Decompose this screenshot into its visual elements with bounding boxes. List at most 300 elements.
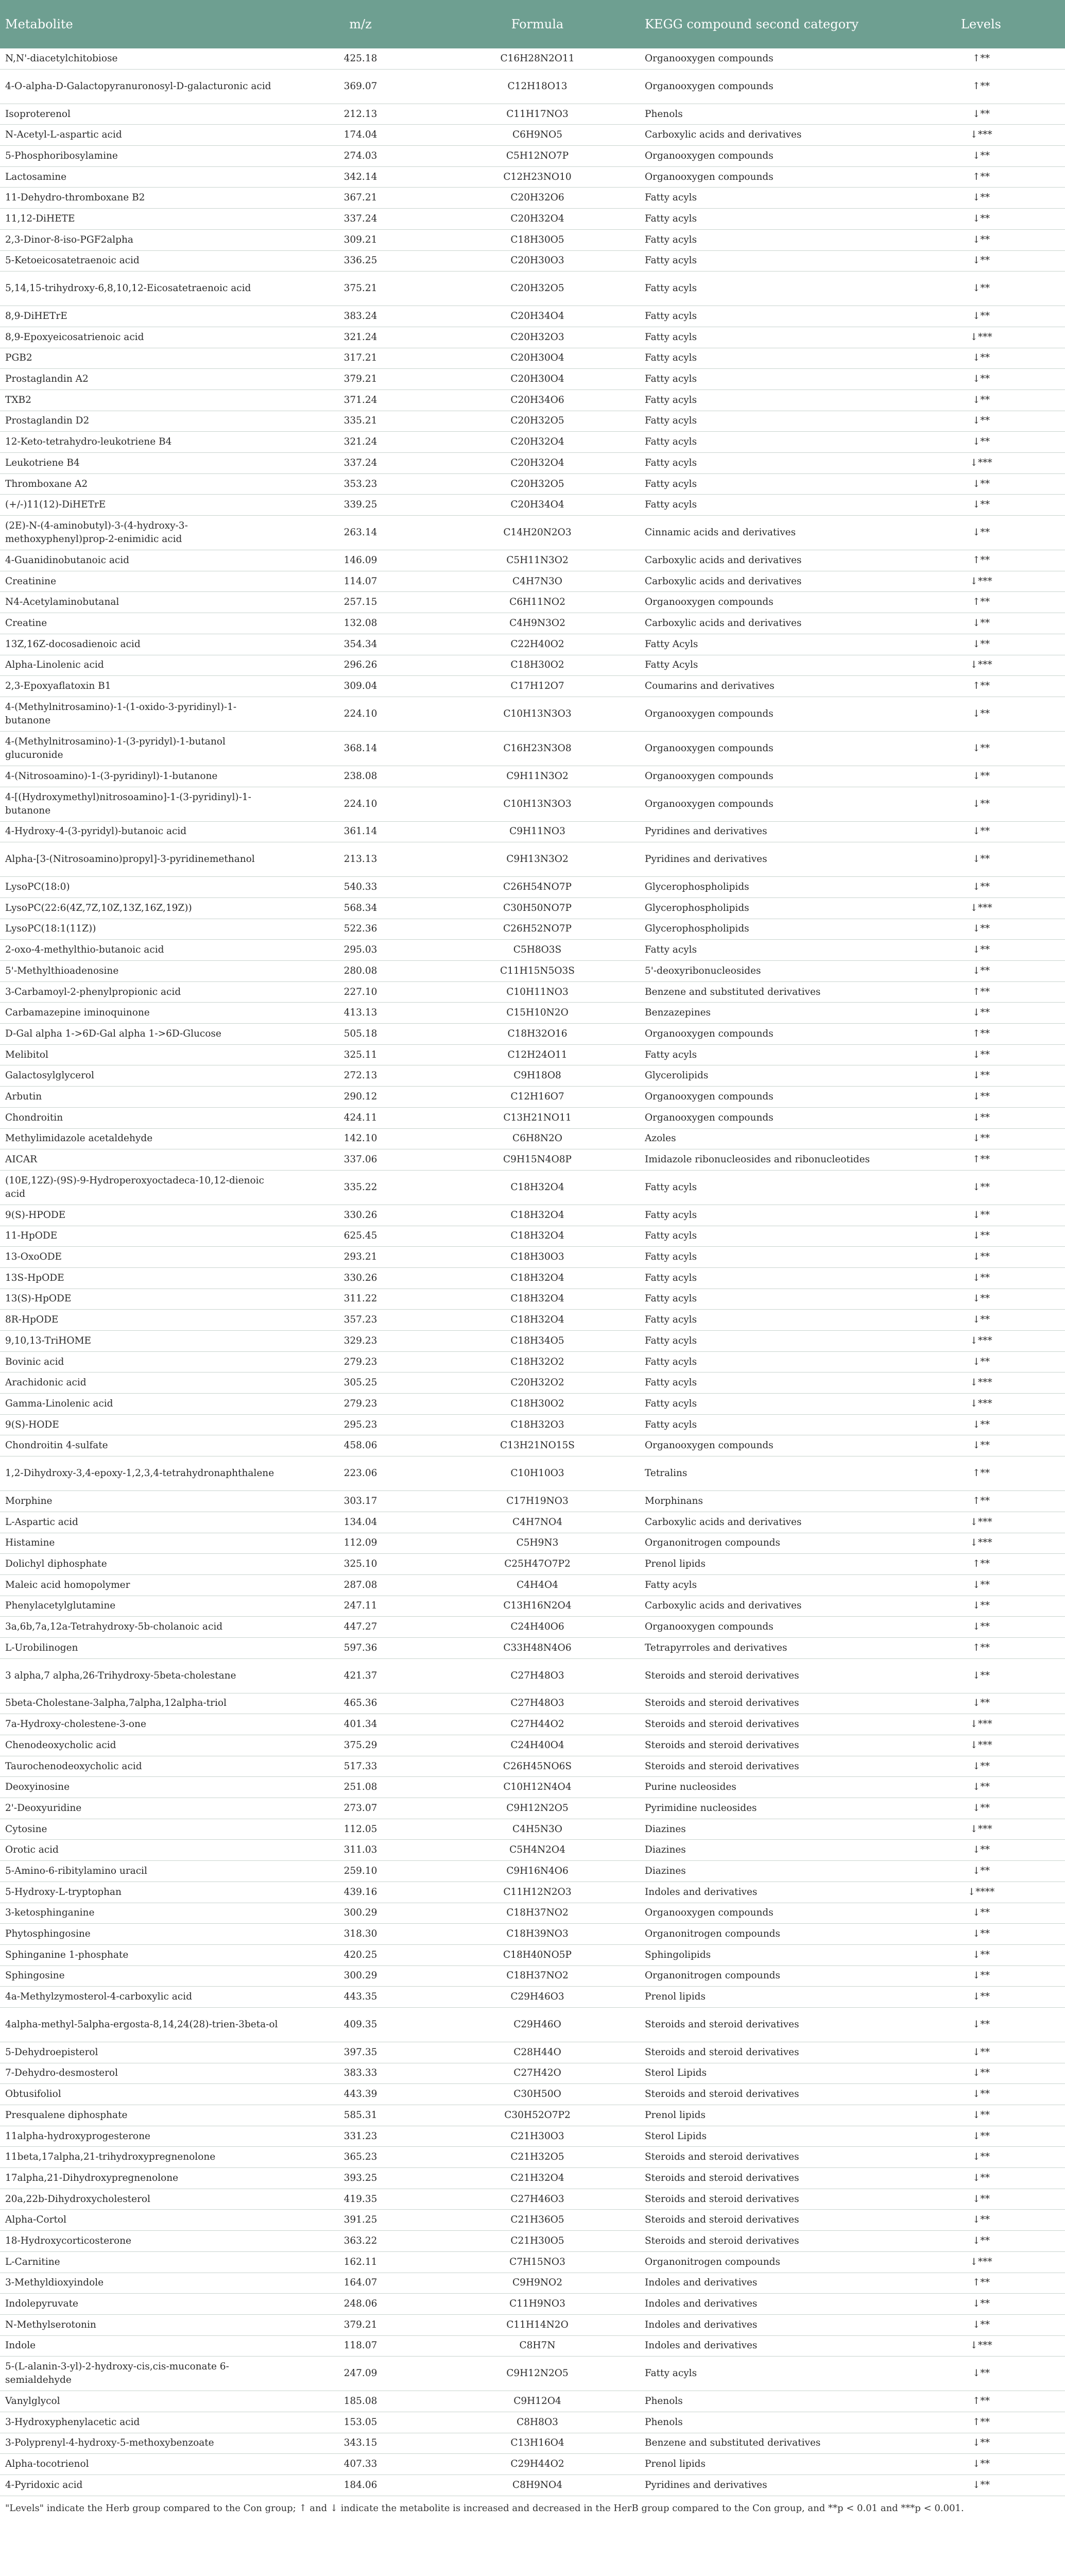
table-row [0,842,1065,877]
kegg-category: Fatty acyls [640,1372,897,1394]
header-mz: m/z [286,0,435,48]
table-row [0,1205,1065,1226]
mz-value: 273.07 [286,1798,435,1819]
table-row [0,69,1065,104]
kegg-category: Carboxylic acids and derivatives [640,571,897,592]
table-row [0,389,1065,411]
level-indicator: ↓** [897,229,1065,250]
mz-value: 112.05 [286,1819,435,1840]
formula: C18H32O4 [435,1289,640,1310]
formula: C9H16N4O6 [435,1861,640,1882]
table-row [0,1574,1065,1596]
table-row [0,1944,1065,1965]
level-indicator: ↓** [897,940,1065,961]
kegg-category: Fatty acyls [640,1310,897,1331]
kegg-category: Organooxygen compounds [640,697,897,731]
metabolite-name: 5beta-Cholestane-3alpha,7alpha,12alpha-triol [0,1693,286,1714]
mz-value: 300.29 [286,1903,435,1924]
kegg-category: Fatty acyls [640,272,897,306]
level-indicator: ↓** [897,2084,1065,2105]
kegg-category: Organooxygen compounds [640,1107,897,1128]
metabolite-name: Galactosylglycerol [0,1065,286,1087]
kegg-category: Fatty acyls [640,1331,897,1352]
formula: C18H32O4 [435,1267,640,1289]
formula: C18H37NO2 [435,1965,640,1987]
mz-value: 597.36 [286,1637,435,1658]
formula: C20H32O4 [435,453,640,474]
table-row [0,229,1065,250]
kegg-category: Fatty acyls [640,1289,897,1310]
mz-value: 365.23 [286,2147,435,2168]
kegg-category: Glycerophospholipids [640,877,897,898]
mz-value: 311.03 [286,1840,435,1861]
table-row [0,2391,1065,2412]
formula: C28H44O [435,2042,640,2063]
kegg-category: Morphinans [640,1491,897,1512]
kegg-category: Organooxygen compounds [640,166,897,188]
formula: C4H7NO4 [435,1512,640,1533]
metabolite-name: Vanylglycol [0,2391,286,2412]
mz-value: 383.24 [286,306,435,327]
metabolite-name: Alpha-Linolenic acid [0,655,286,676]
table-row [0,787,1065,821]
metabolite-name: Dolichyl diphosphate [0,1554,286,1575]
formula: C18H30O2 [435,655,640,676]
mz-value: 443.39 [286,2084,435,2105]
kegg-category: Prenol lipids [640,1987,897,2008]
metabolite-name: Cytosine [0,1819,286,1840]
level-indicator: ↑** [897,2391,1065,2412]
table-row [0,2433,1065,2454]
level-indicator: ↓*** [897,897,1065,919]
metabolite-name: 20a,22b-Dihydroxycholesterol [0,2189,286,2210]
formula: C29H46O3 [435,1987,640,2008]
mz-value: 213.13 [286,842,435,877]
mz-value: 330.26 [286,1267,435,1289]
level-indicator: ↓** [897,1903,1065,1924]
mz-value: 293.21 [286,1247,435,1268]
formula: C20H34O4 [435,306,640,327]
formula: C13H21NO11 [435,1107,640,1128]
table-row [0,613,1065,634]
metabolite-name: 2-oxo-4-methylthio-butanoic acid [0,940,286,961]
table-row [0,1861,1065,1882]
mz-value: 335.21 [286,411,435,432]
metabolite-name: 4-(Methylnitrosamino)-1-(3-pyridyl)-1-butanol glucuronide [0,731,286,766]
formula: C20H32O5 [435,411,640,432]
kegg-category: Carboxylic acids and derivatives [640,125,897,146]
formula: C11H9NO3 [435,2294,640,2315]
formula: C20H30O4 [435,369,640,390]
formula: C27H42O [435,2063,640,2084]
formula: C18H32O4 [435,1170,640,1205]
header-levels: Levels [897,0,1065,48]
mz-value: 279.23 [286,1394,435,1415]
level-indicator: ↓** [897,2314,1065,2335]
mz-value: 224.10 [286,697,435,731]
kegg-category: Fatty acyls [640,1205,897,1226]
table-row [0,634,1065,655]
metabolite-name: 11beta,17alpha,21-trihydroxypregnenolone [0,2147,286,2168]
level-indicator: ↓** [897,188,1065,209]
formula: C18H32O4 [435,1310,640,1331]
metabolite-name: 3-Methyldioxyindole [0,2273,286,2294]
metabolite-name: L-Aspartic acid [0,1512,286,1533]
mz-value: 443.35 [286,1987,435,2008]
kegg-category: Steroids and steroid derivatives [640,2168,897,2189]
kegg-category: Steroids and steroid derivatives [640,2231,897,2252]
formula: C27H46O3 [435,2189,640,2210]
level-indicator: ↑** [897,1024,1065,1045]
kegg-category: Fatty acyls [640,348,897,369]
formula: C6H11NO2 [435,592,640,613]
kegg-category: Fatty acyls [640,411,897,432]
metabolite-name: LysoPC(22:6(4Z,7Z,10Z,13Z,16Z,19Z)) [0,897,286,919]
level-indicator: ↓** [897,697,1065,731]
mz-value: 118.07 [286,2335,435,2357]
kegg-category: Fatty acyls [640,327,897,348]
mz-value: 263.14 [286,516,435,550]
level-indicator: ↓** [897,473,1065,495]
formula: C20H32O4 [435,209,640,230]
kegg-category: Indoles and derivatives [640,2335,897,2357]
level-indicator: ↓** [897,2189,1065,2210]
formula: C18H32O16 [435,1024,640,1045]
level-indicator: ↓** [897,1310,1065,1331]
formula: C9H13N3O2 [435,842,640,877]
level-indicator: ↓** [897,1658,1065,1693]
kegg-category: Fatty Acyls [640,655,897,676]
metabolite-name: Bovinic acid [0,1351,286,1372]
table-row [0,1637,1065,1658]
kegg-category: Fatty acyls [640,1247,897,1268]
mz-value: 112.09 [286,1533,435,1554]
mz-value: 383.33 [286,2063,435,2084]
metabolite-name: 9(S)-HODE [0,1414,286,1435]
level-indicator: ↓** [897,2126,1065,2147]
formula: C6H8N2O [435,1128,640,1149]
level-indicator: ↑** [897,1456,1065,1491]
kegg-category: Benzazepines [640,1003,897,1024]
level-indicator: ↓*** [897,1735,1065,1756]
table-row [0,1987,1065,2008]
mz-value: 329.23 [286,1331,435,1352]
mz-value: 447.27 [286,1617,435,1638]
mz-value: 303.17 [286,1491,435,1512]
mz-value: 274.03 [286,146,435,167]
header-row [0,0,1065,48]
table-row [0,1310,1065,1331]
table-row [0,1512,1065,1533]
table-row [0,550,1065,571]
mz-value: 295.03 [286,940,435,961]
mz-value: 321.24 [286,327,435,348]
table-row [0,2251,1065,2273]
formula: C26H52NO7P [435,919,640,940]
metabolite-name: 11-HpODE [0,1226,286,1247]
formula: C12H16O7 [435,1087,640,1108]
level-indicator: ↓** [897,369,1065,390]
kegg-category: Diazines [640,1840,897,1861]
formula: C11H15N5O3S [435,961,640,982]
formula: C21H36O5 [435,2210,640,2231]
metabolite-name: Indole [0,2335,286,2357]
kegg-category: Steroids and steroid derivatives [640,1735,897,1756]
level-indicator: ↓*** [897,571,1065,592]
metabolite-name: Presqualene diphosphate [0,2105,286,2126]
table-row [0,473,1065,495]
kegg-category: Fatty acyls [640,453,897,474]
table-row [0,1149,1065,1171]
level-indicator: ↓*** [897,1819,1065,1840]
level-indicator: ↓** [897,766,1065,787]
mz-value: 369.07 [286,69,435,104]
level-indicator: ↓** [897,2294,1065,2315]
formula: C21H32O5 [435,2147,640,2168]
table-row [0,188,1065,209]
formula: C10H13N3O3 [435,697,640,731]
mz-value: 585.31 [286,2105,435,2126]
formula: C9H9NO2 [435,2273,640,2294]
mz-value: 425.18 [286,48,435,69]
metabolite-name: L-Urobilinogen [0,1637,286,1658]
formula: C20H32O4 [435,432,640,453]
mz-value: 257.15 [286,592,435,613]
metabolite-name: Indolepyruvate [0,2294,286,2315]
formula: C8H7N [435,2335,640,2357]
metabolite-name: Isoproterenol [0,104,286,125]
mz-value: 287.08 [286,1574,435,1596]
formula: C4H9N3O2 [435,613,640,634]
metabolite-name: L-Carnitine [0,2251,286,2273]
level-indicator: ↓** [897,2454,1065,2475]
kegg-category: Imidazole ribonucleosides and ribonucleotides [640,1149,897,1171]
metabolite-name: LysoPC(18:0) [0,877,286,898]
mz-value: 540.33 [286,877,435,898]
metabolite-name: Sphingosine [0,1965,286,1987]
kegg-category: Organooxygen compounds [640,1435,897,1456]
table-row [0,2126,1065,2147]
level-indicator: ↓** [897,1107,1065,1128]
metabolite-name: AICAR [0,1149,286,1171]
metabolite-name: Leukotriene B4 [0,453,286,474]
kegg-category: Fatty acyls [640,1414,897,1435]
kegg-category: Indoles and derivatives [640,2294,897,2315]
mz-value: 379.21 [286,369,435,390]
level-indicator: ↑** [897,2273,1065,2294]
mz-value: 224.10 [286,787,435,821]
level-indicator: ↓** [897,1435,1065,1456]
formula: C20H32O5 [435,473,640,495]
table-row [0,2210,1065,2231]
level-indicator: ↓*** [897,1372,1065,1394]
formula: C9H12N2O5 [435,2357,640,2391]
level-indicator: ↑** [897,2412,1065,2433]
level-indicator: ↓** [897,2042,1065,2063]
metabolite-name: 13S-HpODE [0,1267,286,1289]
level-indicator: ↓** [897,495,1065,516]
table-row [0,1903,1065,1924]
mz-value: 309.21 [286,229,435,250]
metabolite-name: 11alpha-hydroxyprogesterone [0,2126,286,2147]
mz-value: 238.08 [286,766,435,787]
mz-value: 317.21 [286,348,435,369]
formula: C20H32O3 [435,327,640,348]
formula: C22H40O2 [435,634,640,655]
table-row [0,1044,1065,1065]
metabolite-name: 8,9-Epoxyeicosatrienoic acid [0,327,286,348]
metabolite-name: Phenylacetylglutamine [0,1596,286,1617]
metabolite-name: Chondroitin 4-sulfate [0,1435,286,1456]
kegg-category: Phenols [640,104,897,125]
mz-value: 330.26 [286,1205,435,1226]
table-row [0,1693,1065,1714]
level-indicator: ↓*** [897,1533,1065,1554]
formula: C9H18O8 [435,1065,640,1087]
level-indicator: ↓*** [897,1331,1065,1352]
kegg-category: Cinnamic acids and derivatives [640,516,897,550]
metabolite-name: Morphine [0,1491,286,1512]
table-row [0,1289,1065,1310]
level-indicator: ↓** [897,1924,1065,1945]
kegg-category: Fatty acyls [640,209,897,230]
level-indicator: ↑** [897,166,1065,188]
kegg-category: Fatty acyls [640,1574,897,1596]
level-indicator: ↑** [897,550,1065,571]
kegg-category: Fatty acyls [640,369,897,390]
level-indicator: ↓*** [897,327,1065,348]
mz-value: 251.08 [286,1777,435,1798]
level-indicator: ↑** [897,69,1065,104]
metabolite-name: 17alpha,21-Dihydroxypregnenolone [0,2168,286,2189]
kegg-category: Sphingolipids [640,1944,897,1965]
table-row [0,2273,1065,2294]
level-indicator: ↓** [897,1596,1065,1617]
kegg-category: Organooxygen compounds [640,1087,897,1108]
kegg-category: Coumarins and derivatives [640,676,897,697]
mz-value: 337.06 [286,1149,435,1171]
level-indicator: ↓** [897,2168,1065,2189]
table-row [0,1819,1065,1840]
table-row [0,1351,1065,1372]
metabolite-name: 2,3-Epoxyaflatoxin B1 [0,676,286,697]
formula: C18H30O5 [435,229,640,250]
level-indicator: ↓** [897,634,1065,655]
kegg-category: Organonitrogen compounds [640,1924,897,1945]
kegg-category: Pyridines and derivatives [640,842,897,877]
level-indicator: ↓*** [897,1394,1065,1415]
kegg-category: Organooxygen compounds [640,766,897,787]
level-indicator: ↑** [897,1149,1065,1171]
formula: C13H16O4 [435,2433,640,2454]
metabolite-name: D-Gal alpha 1->6D-Gal alpha 1->6D-Glucose [0,1024,286,1045]
table-row [0,432,1065,453]
level-indicator: ↓** [897,1226,1065,1247]
kegg-category: Carboxylic acids and derivatives [640,1512,897,1533]
kegg-category: Fatty acyls [640,250,897,272]
table-body [0,48,1065,2496]
formula: C5H4N2O4 [435,1840,640,1861]
metabolite-name: Arbutin [0,1087,286,1108]
kegg-category: Steroids and steroid derivatives [640,2210,897,2231]
level-indicator: ↓** [897,1414,1065,1435]
level-indicator: ↓** [897,1289,1065,1310]
level-indicator: ↓** [897,146,1065,167]
table-row [0,2357,1065,2391]
table-row [0,821,1065,842]
level-indicator: ↓** [897,2063,1065,2084]
formula: C14H20N2O3 [435,516,640,550]
mz-value: 625.45 [286,1226,435,1247]
level-indicator: ↓** [897,2231,1065,2252]
level-indicator: ↓** [897,2357,1065,2391]
mz-value: 325.11 [286,1044,435,1065]
mz-value: 337.24 [286,453,435,474]
mz-value: 272.13 [286,1065,435,1087]
metabolite-name: 2,3-Dinor-8-iso-PGF2alpha [0,229,286,250]
table-row [0,1414,1065,1435]
table-row [0,146,1065,167]
mz-value: 357.23 [286,1310,435,1331]
mz-value: 465.36 [286,1693,435,1714]
kegg-category: Steroids and steroid derivatives [640,2189,897,2210]
formula: C18H32O2 [435,1351,640,1372]
formula: C20H32O6 [435,188,640,209]
mz-value: 421.37 [286,1658,435,1693]
table-row [0,676,1065,697]
table-row [0,940,1065,961]
kegg-category: Diazines [640,1819,897,1840]
metabolite-name: Obtusifoliol [0,2084,286,2105]
table-row [0,961,1065,982]
metabolite-name: 12-Keto-tetrahydro-leukotriene B4 [0,432,286,453]
metabolite-name: (10E,12Z)-(9S)-9-Hydroperoxyoctadeca-10,12-dienoic acid [0,1170,286,1205]
metabolite-name: 2'-Deoxyuridine [0,1798,286,1819]
level-indicator: ↓** [897,2475,1065,2496]
kegg-category: Prenol lipids [640,2105,897,2126]
table-row [0,2294,1065,2315]
table-row [0,2412,1065,2433]
table-row [0,2105,1065,2126]
table-row [0,1882,1065,1903]
kegg-category: Sterol Lipids [640,2126,897,2147]
level-indicator: ↓** [897,1777,1065,1798]
kegg-category: Purine nucleosides [640,1777,897,1798]
metabolite-name: TXB2 [0,389,286,411]
metabolite-name: N,N'-diacetylchitobiose [0,48,286,69]
table-row [0,2231,1065,2252]
level-indicator: ↑** [897,48,1065,69]
mz-value: 342.14 [286,166,435,188]
level-indicator: ↓** [897,348,1065,369]
formula: C6H9NO5 [435,125,640,146]
kegg-category: Fatty acyls [640,229,897,250]
kegg-category: Fatty acyls [640,1170,897,1205]
table-row [0,2147,1065,2168]
formula: C12H18O13 [435,69,640,104]
mz-value: 248.06 [286,2294,435,2315]
formula: C18H40NO5P [435,1944,640,1965]
table-row [0,1087,1065,1108]
metabolite-name: (2E)-N-(4-aminobutyl)-3-(4-hydroxy-3-methoxyphenyl)prop-2-enimidic acid [0,516,286,550]
formula: C26H54NO7P [435,877,640,898]
table-row [0,592,1065,613]
mz-value: 409.35 [286,2007,435,2042]
formula: C29H44O2 [435,2454,640,2475]
formula: C17H19NO3 [435,1491,640,1512]
mz-value: 391.25 [286,2210,435,2231]
level-indicator: ↓** [897,1756,1065,1777]
